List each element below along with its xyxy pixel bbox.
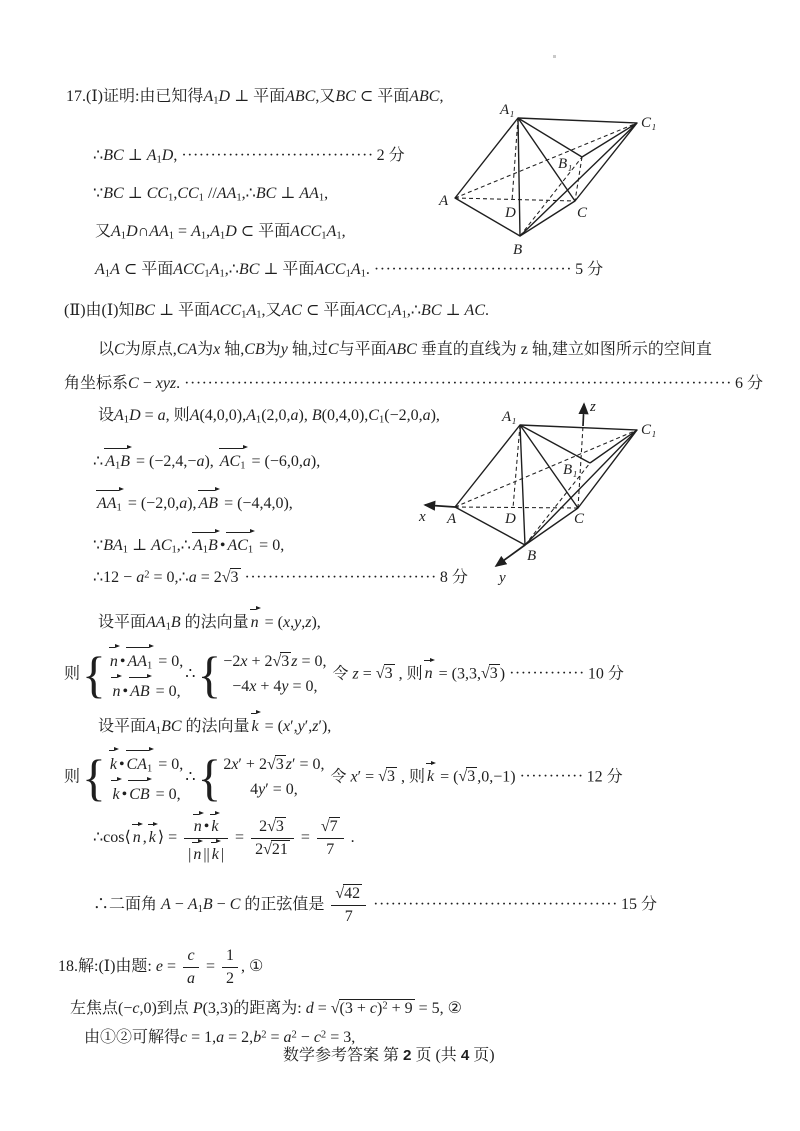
z-axis-hidden-part bbox=[578, 426, 583, 508]
label-C: C bbox=[577, 205, 588, 221]
coordinate-diagram bbox=[413, 392, 693, 604]
label-B1: B₁ bbox=[558, 156, 573, 172]
label-x-axis: x bbox=[419, 509, 426, 525]
label-D: D bbox=[505, 511, 516, 527]
prism-solid-diagonals bbox=[520, 425, 637, 545]
line-17-cosine: ∴cos⟨ n , k ⟩ = $\frac{n • k}{| n || k |}$ = $\frac{2√3}{2√21}$ = $\frac{√7}{7}$ . bbox=[93, 812, 355, 865]
label-B: B bbox=[513, 242, 523, 258]
line-17-solve-a: ∴12 − $a^2$ = 0,∴a = 2√3 ································· 8 分 bbox=[93, 569, 468, 586]
line-17-part2-3: 角坐标系C − xyz. ······························································································ 6 分 bbox=[64, 375, 764, 392]
line-17-vectors-2: $AA_1 = (-2,0,a)$, AB = (−4,4,0), bbox=[95, 488, 293, 515]
label-z-axis: z bbox=[590, 399, 596, 415]
line-17-proof-1: 17.(Ⅰ)证明:由已知得$A_1D$ ⊥ 平面ABC,又BC ⊂ 平面ABC, bbox=[66, 88, 444, 107]
line-17-part2-2: 以C为原点,CA为x 轴,CB为y 轴,过C与平面ABC 垂直的直线为 z 轴,建立如图所示的空间直 bbox=[98, 341, 712, 358]
label-B1: B₁ bbox=[563, 462, 578, 478]
line-18-distance: 左焦点(−c,0)到点 P(3,3)的距离为: $d = √(3 + c)^2 + 9 = 5$, ② bbox=[70, 1000, 462, 1017]
line-17-proof-2: ∴BC ⊥ $A_1D$, ································· 2 分 bbox=[93, 147, 405, 166]
label-C1: C₁ bbox=[641, 422, 657, 438]
line-17-part2-1: (Ⅱ)由(Ⅰ)知BC ⊥ 平面$ACC_1A_1$,又AC ⊂ 平面$ACC_1A_1,\therefore BC$ ⊥ AC. bbox=[64, 302, 489, 321]
label-A1: A₁ bbox=[502, 409, 517, 425]
y-axis bbox=[496, 545, 525, 566]
line-17-proof-5: $A_1A$ ⊂ 平面$ACC_1A_1,\therefore BC$ ⊥ 平面$ACC_1A_1$. ·································· 5 分 bbox=[95, 261, 604, 280]
prism-diagram bbox=[430, 98, 692, 266]
label-A: A bbox=[447, 511, 457, 527]
line-17-perp: $\because BA_1$ ⊥ $AC_1,\therefore$ $A_1B$ • $AC_1 = 0$, bbox=[93, 530, 284, 557]
line-18-start: 18.解:(Ⅰ)由题: e = $\frac{c}{a}$ = $\frac{1}{2}$ , ① bbox=[58, 947, 264, 987]
z-axis bbox=[583, 404, 584, 426]
line-17-normal-k: 设平面$A_1BC$ 的法向量 k = (x′,y′,z′), bbox=[98, 711, 331, 738]
line-17-proof-4: 又$A_1D\cap AA_1 = A_1,A_1D$ ⊂ 平面$ACC_1A_1$, bbox=[95, 223, 346, 242]
line-17-result: ∴二面角 $A - A_1B - C$ 的正弦值是 $\frac{√42}{7}$ ·········································· 15 分 bbox=[93, 885, 657, 925]
line-18-solve: 由①②可解得$c = 1,a = 2,b^2 = a^2 - c^2 = 3$, bbox=[84, 1029, 356, 1046]
scan-speck bbox=[553, 55, 556, 58]
x-axis bbox=[425, 505, 455, 507]
line-17-system-n: 则 { n • $AA_1 = 0$, n • AB = 0, ∴ { −2x + 2√3 z = 0, −4x + 4y = 0, 令 z = √3 , 则 n = (3,3,√3 ) ············· 10 分 bbox=[64, 646, 624, 703]
label-A: A bbox=[439, 193, 449, 209]
line-17-normal-n: 设平面$AA_1B$ 的法向量 n = (x,y,z), bbox=[98, 607, 321, 634]
line-17-proof-3: ∵BC ⊥ $CC_1,CC_1$ $//AA_1,\therefore BC$ ⊥ $AA_1$, bbox=[93, 185, 329, 204]
label-C1: C₁ bbox=[641, 115, 657, 131]
page-footer: 数学参考答案 第 2 页 (共 4 页) bbox=[283, 1047, 495, 1064]
label-y-axis: y bbox=[499, 570, 506, 586]
label-B: B bbox=[527, 548, 537, 564]
prism-hidden-edges bbox=[455, 425, 637, 545]
line-17-vectors-1: ∴ $A_1B = (-2,4,-a)$, $AC_1 = (-6,0,a)$, bbox=[93, 446, 320, 473]
line-17-system-k: 则 { k • $CA_1 = 0$, k • CB = 0, ∴ { 2x′ + 2√3 z′ = 0, 4y′ = 0, 令 x′ = √3 , 则 k = (√3 ,0,−1) ··········· 12 分 bbox=[64, 749, 623, 806]
label-A1: A₁ bbox=[500, 102, 515, 118]
line-17-coords: 设$A_1D = a$, 则$A(4,0,0),A_1(2,0,a)$, $B(0,4,0),C_1(-2,0,a)$, bbox=[98, 407, 440, 426]
label-D: D bbox=[505, 205, 516, 221]
prism-outline bbox=[455, 425, 637, 545]
label-C: C bbox=[574, 511, 585, 527]
